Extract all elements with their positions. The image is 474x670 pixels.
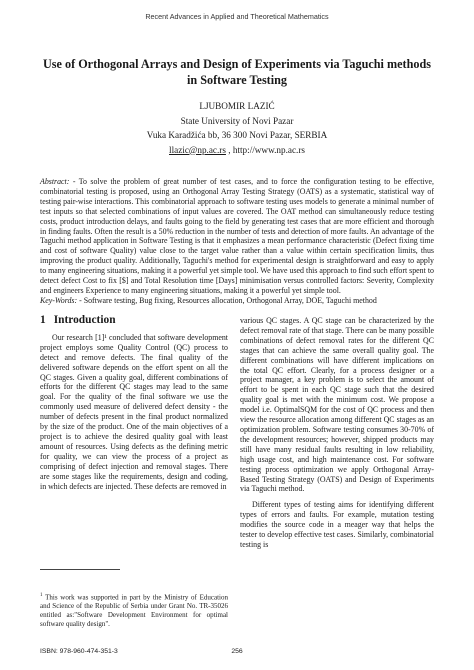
keywords-label: Key-Words: xyxy=(40,296,78,305)
footnote xyxy=(40,592,228,629)
right-column xyxy=(240,316,434,550)
author-website: http://www.np.ac.rs xyxy=(232,144,305,155)
author-contact xyxy=(0,143,474,158)
author-block xyxy=(0,99,474,157)
intro-paragraph-3: Different types of testing aims for identifying different types of errors and faults. For example, mutation testing modifies the source code in a meager way that helps the tester to develop effective test cases. Similarly, combinatorial testing is xyxy=(240,500,434,549)
abstract-label: Abstract: xyxy=(40,177,70,186)
footnote-rule xyxy=(40,569,120,570)
keywords xyxy=(40,296,434,306)
abstract xyxy=(40,177,434,296)
author-name: LJUBOMIR LAZIĆ xyxy=(199,101,275,111)
section-number: 1 xyxy=(40,314,46,326)
section-title: Introduction xyxy=(53,314,116,326)
keywords-text: - Software testing, Bug fixing, Resources allocation, Orthogonal Array, DOE, Taguchi method xyxy=(77,296,377,305)
page-number: 256 xyxy=(231,648,243,655)
section-heading xyxy=(40,316,228,326)
intro-paragraph-1: Our research [1]¹ concluded that software development project employs some Quality Control (QC) process to detect and remove defects. The final quality of the delivered software depends on the effort spent on all the QC stages. Given a quality goal, different combinations of efforts for the different QC stages may lead to the same goal. For the quality of the final software we use the commonly used measure of delivered defect density - the number of defects present in the final product normalized by the size of the product. One of the main objectives of a project is to achieve the desired quality goal with least amount of resources. Using defects as the defining metric for quality, we can view the process of a project as comprising of defect injection and removal stages. There are some stages like the requirements, design and coding, in which defects are injected. These defects are removed in xyxy=(40,332,228,491)
author-affiliation: State University of Novi Pazar xyxy=(180,115,294,126)
author-address: Vuka Karadžića bb, 36 300 Novi Pazar, SERBIA xyxy=(146,130,328,140)
footnote-text: This work was supported in part by the Ministry of Education and Science of the Republic of Serbia under Grant No. TR-35026 entitled as:"Software Development Environment for optimal software quality design". xyxy=(40,593,228,628)
author-email-link[interactable]: llazic@np.ac.rs xyxy=(169,144,226,155)
footer-isbn: ISBN: 978-960-474-351-3 xyxy=(40,648,118,655)
intro-paragraph-2: various QC stages. A QC stage can be characterized by the defect removal rate of that stage. There can be many possible combinations of defect removal rates for the different QC stages that can achieve the same overall quality goal. The different combinations will have different implications on the total QC effort. Clearly, for a process designer or a project manager, a key problem is to select the amount of effort to be spent in each QC stage such that the desired quality goal is met with the minimum cost. We propose a model i.e. OptimalSQM for the cost of QC process and then view the resource allocation among different QC stages as an optimization problem. Software testing consumes 30-70% of the development resources; however, shipped products may still have many residual faults resulting in low reliability, high usage cost, and high maintenance cost. For software testing process optimization we apply Orthogonal Array-Based Testing Strategy (OATS) and Design of Experiments via Taguchi method. xyxy=(240,316,434,494)
contact-separator: , xyxy=(225,144,233,155)
left-column xyxy=(40,316,228,491)
journal-header: Recent Advances in Applied and Theoretical Mathematics xyxy=(145,12,329,21)
paper-title: Use of Orthogonal Arrays and Design of Experiments via Taguchi methods in Software Testing xyxy=(43,57,431,87)
abstract-text: - To solve the problem of great number of test cases, and to force the configuration testing to be effective, combinatorial testing is proposed, using an Orthogonal Array Testing Strategy (OATS) as a systematic, statistical way of testing pair-wise interactions. This combinatorial approach to software testing uses models to generate a minimal number of test inputs so that selected combinations of input values are covered. The OAT method can simultaneously reduce testing costs, product introduction delays, and faults going to the field by generating test cases that are more efficient and thorough in finding faults. Often the result is a 50% reduction in the number of tests and detection of more faults. An advantage of the Taguchi method application in Software Testing is that it emphasizes a mean performance characteristic (Defect fixing time and cost of software Quality) value close to the target value rather than a value within certain specification limits, thus improving the product quality. Additionally, Taguchi's method for experimental design is straightforward and easy to apply to many engineering situations, making it a powerful yet simple tool. We have used this approach to find such effort spent to detect defect Cost to fix [$] and Total Resolution time [Days] minimisation versus controlled factors: Severity, Complexity and engineers Experience to many engineering situations, making it a powerful yet simple tool. xyxy=(40,177,434,295)
footnote-mark: 1 xyxy=(40,593,43,598)
